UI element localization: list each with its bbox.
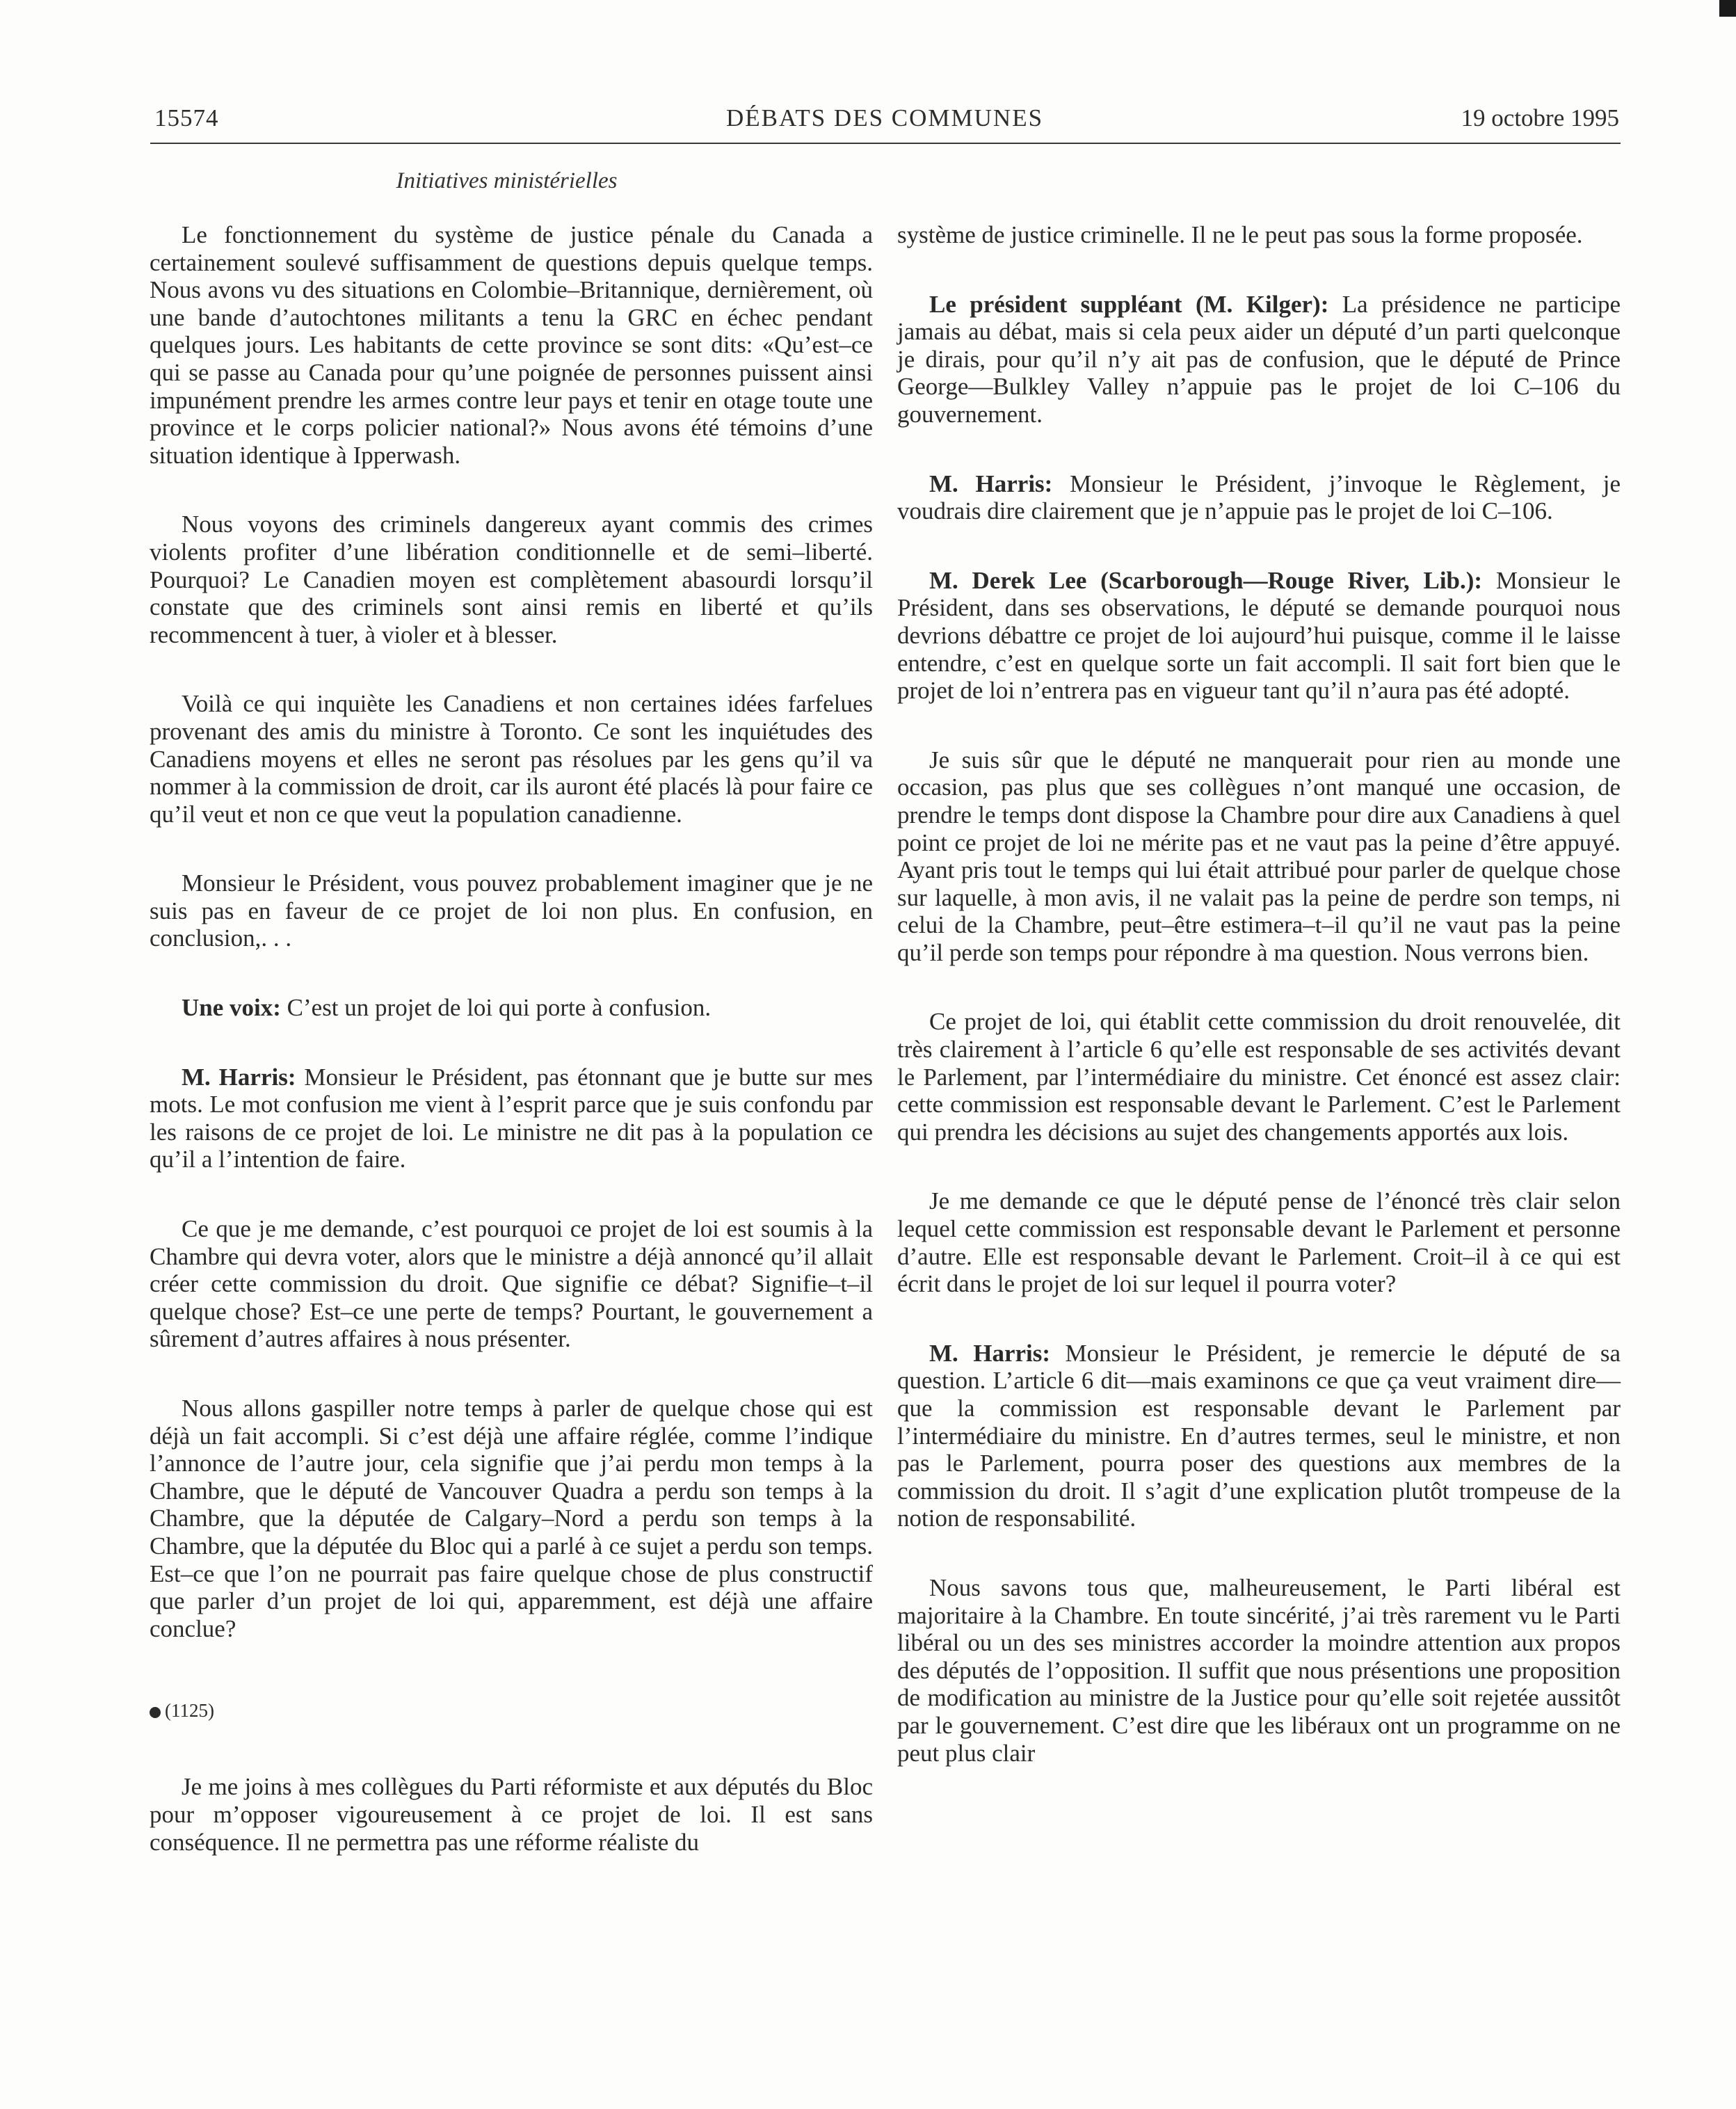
registration-mark [1719,0,1736,17]
paragraph: Le fonctionnement du système de justice pénale du Canada a certainement soulevé suffisamment de questions depuis quelque temps. Nous avons vu des situations en Colombie–Britannique, dernièrement, où une bande d’autochtones militants a tenu la GRC en échec pendant quelques jours. Les habitants de cette province se sont dits: «Qu’est–ce qui se passe au Canada pour qu’une poignée de personnes puissent ainsi impunément prendre les armes contre leur pays et tenir en otage toute une province et le corps policier national?» Nous avons été témoins d’une situation identique à Ipperwash. [150,221,873,469]
paragraph: Voilà ce qui inquiète les Canadiens et non certaines idées farfelues provenant des amis du ministre à Toronto. Ce sont les inquiétudes des Canadiens moyens et elles ne seront pas résolues par les gens qu’il va nommer à la commission de droit, car ils auront été placés là pour faire ce qu’il veut et non ce que veut la population canadienne. [150,690,873,828]
header-rule [150,143,1621,144]
speech-paragraph [150,994,873,1022]
paragraph: Nous savons tous que, malheureusement, le Parti libéral est majoritaire à la Chambre. En toute sincérité, j’ai très rarement vu le Parti libéral ou un des ses ministres accorder la moindre attention aux propos des députés de l’opposition. Il suffit que nous présentions une proposition de modification au ministre de la Justice pour qu’elle soit rejetée aussitôt par le gouvernement. C’est dire que les libéraux ont un programme on ne peut plus clair [897,1573,1621,1767]
paragraph: Monsieur le Président, vous pouvez probablement imaginer que je ne suis pas en faveur de ce projet de loi non plus. En confusion, en conclusion,. . . [150,869,873,952]
publication-title: DÉBATS DES COMMUNES [725,104,1044,131]
speaker-name: M. Harris: [182,1063,296,1091]
speech-text: Monsieur le Président, pas étonnant que je butte sur mes mots. Le mot confusion me vient à l’esprit parce que je suis confondu par les raisons de ce projet de loi. Le ministre ne dit pas à la population ce qu’il a l’intention de faire. [150,1063,874,1173]
paragraph: Je me joins à mes collègues du Parti réformiste et aux députés du Bloc pour m’opposer vigoureusement à ce projet de loi. Il est sans conséquence. Il ne permettra pas une réforme réaliste du [150,1773,873,1856]
time-marker [150,1684,873,1723]
speaker-name: M. Harris: [929,1339,1051,1367]
speech-text: C’est un projet de loi qui porte à confusion. [280,994,712,1022]
speech-paragraph [897,291,1621,428]
page-header [150,99,1619,135]
speech-text: Monsieur le Président, j’invoque le Règlement, je voudrais dire clairement que je n’appuie pas le projet de loi C–106. [897,470,1621,525]
speech-paragraph [897,1340,1621,1532]
speaker-name: M. Derek Lee (Scarborough—Rouge River, Lib.): [929,566,1483,594]
paragraph: Je me demande ce que le député pense de l’énoncé très clair selon lequel cette commission est responsable devant le Parlement et personne d’autre. Elle est responsable devant le Parlement. Croit–il à ce qui est écrit dans le projet de loi sur lequel il pourra voter? [897,1187,1621,1298]
right-column [897,221,1621,1767]
speech-paragraph [897,470,1621,525]
page-number: 15574 [154,104,219,131]
bullet-icon [150,1707,161,1718]
left-column [150,221,873,1856]
publication-date: 19 octobre 1995 [1461,104,1619,131]
paragraph-continued: système de justice criminelle. Il ne le peut pas sous la forme proposée. [897,221,1583,248]
speech-paragraph [897,567,1621,705]
speaker-name: Une voix: [182,994,281,1022]
speech-text: Monsieur le Président, je remercie le député de sa question. L’article 6 dit—mais examinons ce que ça veut vraiment dire—que la commission est responsable devant le Parlement par l’intermédiaire du ministre. En d’autres termes, seul le ministre, et non pas le Parlement, pourra poser des questions aux membres de la commission du droit. Il s’agit d’une explication plutôt trompeuse de la notion de responsabilité. [897,1339,1621,1532]
paragraph: Nous voyons des criminels dangereux ayant commis des crimes violents profiter d’une libération conditionnelle et de semi–liberté. Pourquoi? Le Canadien moyen est complètement abasourdi lorsqu’il constate que des criminels sont ainsi remis en liberté et qu’ils recommencent à tuer, à violer et à blesser. [150,511,873,648]
speaker-name: M. Harris: [929,470,1053,497]
paragraph: Ce que je me demande, c’est pourquoi ce projet de loi est soumis à la Chambre qui devra voter, alors que le ministre a déjà annoncé qu’il allait créer cette commission du droit. Que signifie ce débat? Signifie–t–il quelque chose? Est–ce une perte de temps? Pourtant, le gouvernement a sûrement d’autres affaires à nous présenter. [150,1215,873,1353]
section-title: Initiatives ministérielles [396,168,618,193]
time-marker-label: (1125) [165,1700,214,1722]
speech-text: La présidence ne participe jamais au débat, mais si cela peux aider un député d’un parti quelconque je dirais, pour qu’il n’y ait pas de confusion, que le député de Prince George—Bulkley Valley n’appuie pas le projet de loi C–106 du gouvernement. [897,290,1621,428]
speech-paragraph [150,1064,873,1173]
speech-text: Monsieur le Président, dans ses observations, le député se demande pourquoi nous devrions débattre ce projet de loi aujourd’hui puisque, comme il le laisse entendre, c’est en quelque sorte un fait accompli. Il sait fort bien que le projet de loi n’entrera pas en vigueur tant qu’il n’aura pas été adopté. [897,566,1621,705]
paragraph: Nous allons gaspiller notre temps à parler de quelque chose qui est déjà un fait accompli. Si c’est déjà une affaire réglée, comme l’indique l’annonce de l’autre jour, cela signifie que j’ai perdu mon temps à la Chambre, que le député de Vancouver Quadra a perdu son temps à la Chambre, que la députée de Calgary–Nord a perdu son temps à la Chambre, que la députée du Bloc qui a parlé à ce sujet a perdu son temps. Est–ce que l’on ne pourrait pas faire quelque chose de plus constructif que parler d’un projet de loi qui, apparemment, est déjà une affaire conclue? [150,1395,873,1642]
paragraph: Ce projet de loi, qui établit cette commission du droit renouvelée, dit très clairement à l’article 6 qu’elle est responsable de ses activités devant le Parlement, par l’intermédiaire du ministre. Cet énoncé est assez clair: cette commission est responsable devant le Parlement. C’est le Parlement qui prendra les décisions au sujet des changements apportés aux lois. [897,1008,1621,1146]
paragraph: Je suis sûr que le député ne manquerait pour rien au monde une occasion, pas plus que ses collègues n’ont manqué une occasion, de prendre le temps dont dispose la Chambre pour dire aux Canadiens à quel point ce projet de loi ne mérite pas et ne vaut pas la peine d’être appuyé. Ayant pris tout le temps qui lui était attribué pour parler de quelque chose sur laquelle, à mon avis, il ne valait pas la peine de perdre son temps, ni celui de la Chambre, peut–être estimera–t–il qu’il ne vaut pas la peine qu’il perde son temps pour répondre à ma question. Nous verrons bien. [897,746,1621,966]
speaker-name: Le président suppléant (M. Kilger): [929,290,1329,318]
